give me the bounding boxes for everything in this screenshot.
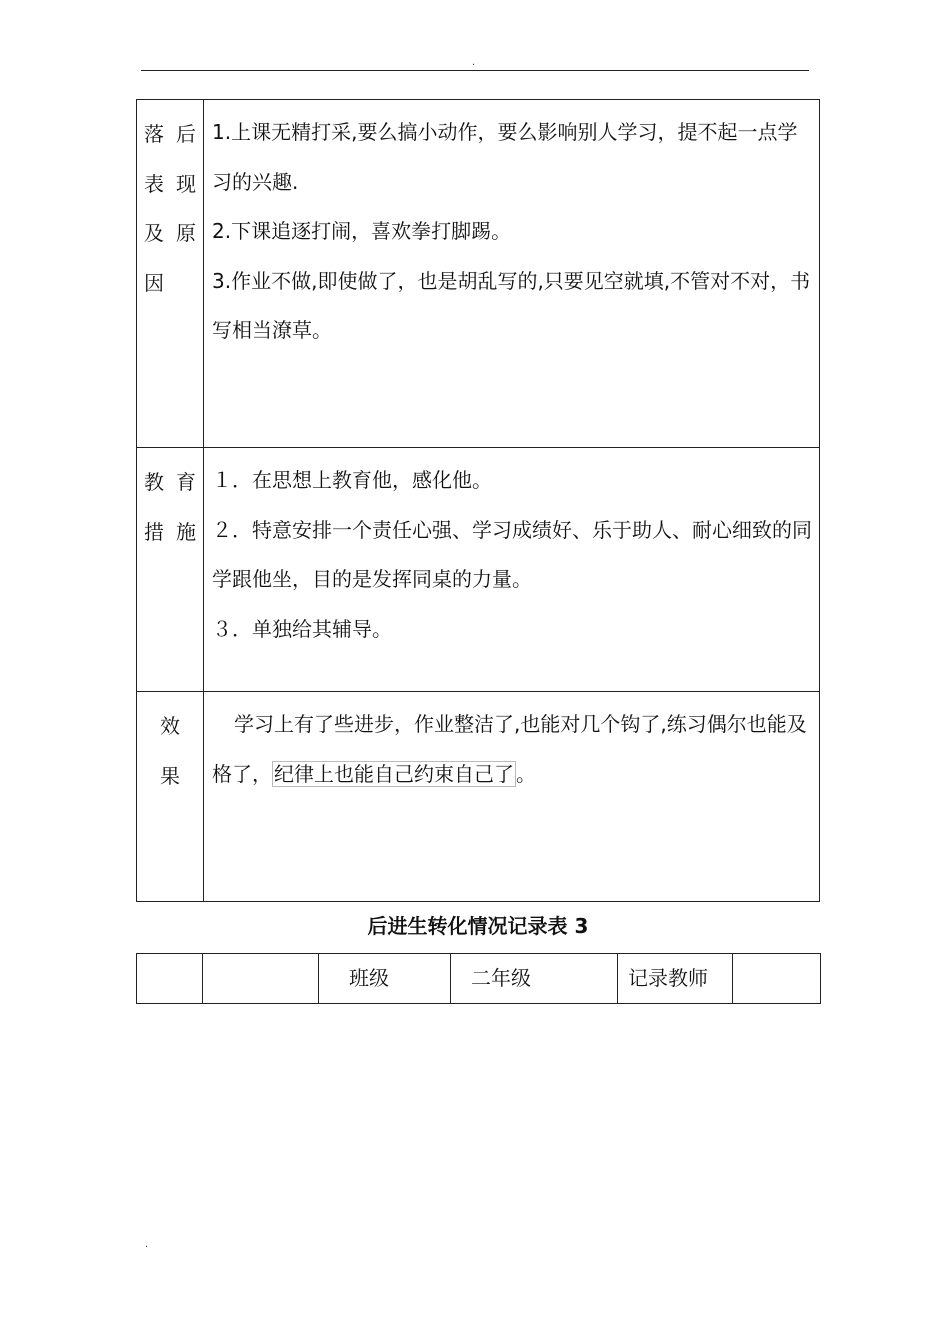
behavior-item-2: 2.下课追逐打闹，喜欢拳打脚踢。	[212, 219, 512, 243]
footer-dot: .	[145, 1239, 149, 1250]
table-row-behavior	[137, 100, 820, 448]
effect-text-boxed: 纪律上也能自己约束自己了	[274, 761, 514, 786]
class-label: 班级	[319, 954, 451, 1004]
measure-item-3: ３．单独给其辅导。	[212, 616, 392, 641]
table-row-effect	[137, 692, 820, 902]
info-cell-empty-2	[203, 954, 319, 1004]
behavior-item-3: 3.作业不做,即使做了，也是胡乱写的,只要见空就填,不管对不对，书写相当潦草。	[212, 268, 811, 342]
info-table	[136, 953, 821, 1004]
teacher-label: 记录教师	[618, 954, 733, 1004]
measure-item-1: １．在思想上教育他，感化他。	[212, 468, 492, 492]
info-row	[137, 954, 821, 1004]
table-row-measures	[137, 448, 820, 692]
header-dot: .	[472, 57, 476, 68]
record-table	[136, 99, 820, 902]
table-title: 后进生转化情况记录表 3	[367, 914, 589, 938]
label-cell-measures	[137, 448, 204, 692]
row-label-behavior: 落后表现及原因	[144, 122, 196, 295]
row-label-effect: 效果	[160, 714, 180, 788]
info-cell-empty-1	[137, 954, 203, 1004]
content-cell-measures	[204, 448, 820, 692]
behavior-item-1: 1.上课无精打采,要么搞小动作，要么影响别人学习，提不起一点学习的兴趣.	[212, 120, 798, 194]
effect-text	[212, 700, 817, 799]
effect-text-start: 学习上有了些进步，作业整洁了,也能对几个钩了,练习偶尔也能及格了，	[212, 712, 807, 786]
row-label-measures: 教育措施	[144, 470, 196, 544]
content-cell-behavior	[204, 100, 820, 448]
effect-text-end: 。	[516, 761, 536, 786]
measure-item-2: ２．特意安排一个责任心强、学习成绩好、乐于助人、耐心细致的同学跟他坐，目的是发挥同桌的力量。	[212, 517, 812, 591]
header-rule	[141, 70, 809, 71]
class-value: 二年级	[451, 954, 618, 1004]
label-cell-behavior	[137, 100, 204, 448]
teacher-value-cell	[733, 954, 821, 1004]
content-cell-effect	[204, 692, 820, 902]
label-cell-effect	[137, 692, 204, 902]
